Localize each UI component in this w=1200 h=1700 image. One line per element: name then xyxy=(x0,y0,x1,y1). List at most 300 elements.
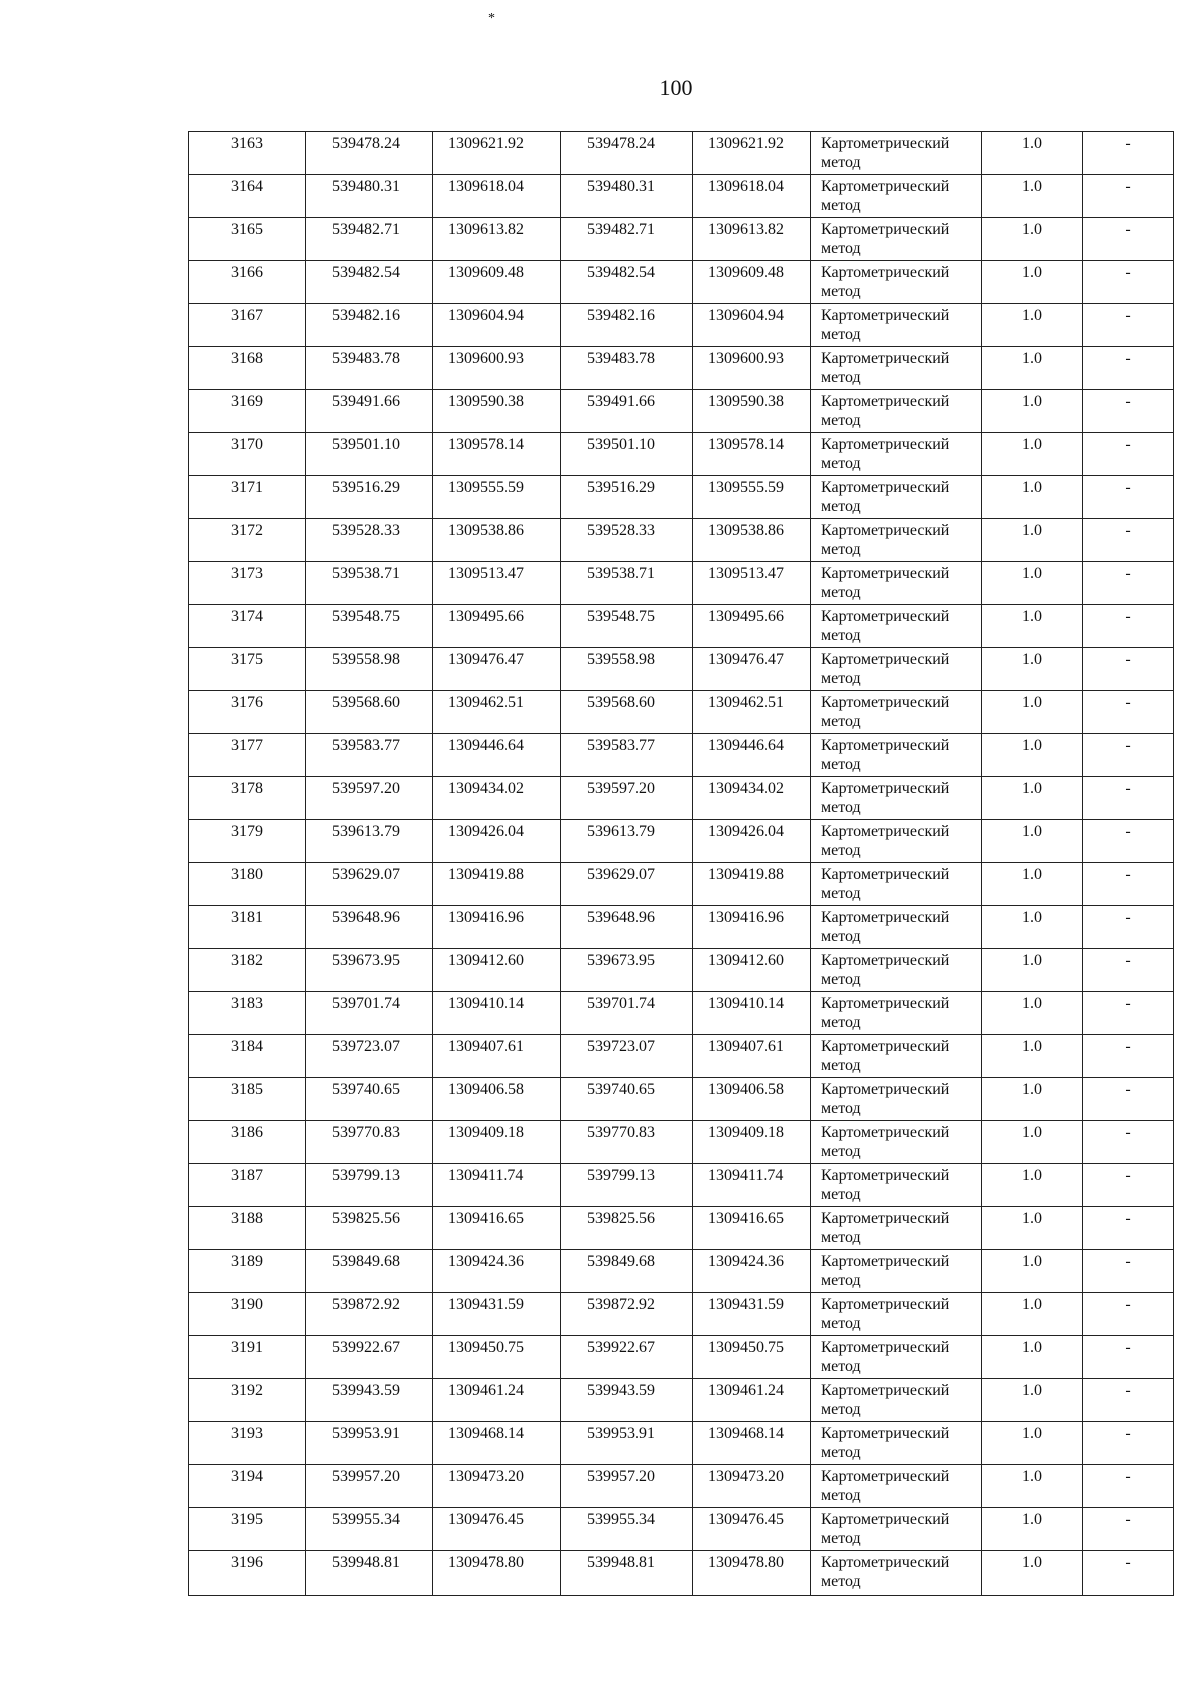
method-cell xyxy=(811,1035,982,1078)
y-new-coordinate-cell: 1309621.92 xyxy=(693,132,811,175)
accuracy-cell: 1.0 xyxy=(982,132,1083,175)
method-line-2: метод xyxy=(821,928,861,945)
method-cell xyxy=(811,949,982,992)
method-line-1: Картометрический xyxy=(821,1167,950,1184)
y-coordinate-cell: 1309462.51 xyxy=(433,691,561,734)
x-coordinate-cell: 539478.24 xyxy=(306,132,433,175)
x-new-coordinate-cell: 539922.67 xyxy=(561,1336,693,1379)
y-coordinate-cell: 1309600.93 xyxy=(433,347,561,390)
point-number-cell: 3189 xyxy=(189,1250,306,1293)
method-line-1: Картометрический xyxy=(821,350,950,367)
x-coordinate-cell: 539583.77 xyxy=(306,734,433,777)
y-new-coordinate-cell: 1309416.65 xyxy=(693,1207,811,1250)
accuracy-cell: 1.0 xyxy=(982,1207,1083,1250)
accuracy-cell: 1.0 xyxy=(982,820,1083,863)
y-new-coordinate-cell: 1309473.20 xyxy=(693,1465,811,1508)
table-row xyxy=(189,433,1174,476)
method-cell xyxy=(811,304,982,347)
x-coordinate-cell: 539568.60 xyxy=(306,691,433,734)
point-number-cell: 3187 xyxy=(189,1164,306,1207)
method-line-1: Картометрический xyxy=(821,1468,950,1485)
table-row xyxy=(189,1465,1174,1508)
accuracy-cell: 1.0 xyxy=(982,304,1083,347)
y-coordinate-cell: 1309476.47 xyxy=(433,648,561,691)
note-cell: - xyxy=(1083,562,1174,605)
note-cell: - xyxy=(1083,1422,1174,1465)
x-new-coordinate-cell: 539480.31 xyxy=(561,175,693,218)
method-line-2: метод xyxy=(821,1057,861,1074)
accuracy-cell: 1.0 xyxy=(982,1336,1083,1379)
point-number-cell: 3184 xyxy=(189,1035,306,1078)
accuracy-cell: 1.0 xyxy=(982,648,1083,691)
method-line-2: метод xyxy=(821,1272,861,1289)
method-cell xyxy=(811,390,982,433)
method-line-2: метод xyxy=(821,670,861,687)
y-coordinate-cell: 1309461.24 xyxy=(433,1379,561,1422)
method-line-1: Картометрический xyxy=(821,995,950,1012)
table-row xyxy=(189,261,1174,304)
method-line-1: Картометрический xyxy=(821,1081,950,1098)
point-number-cell: 3196 xyxy=(189,1551,306,1596)
method-line-2: метод xyxy=(821,1573,861,1590)
x-coordinate-cell: 539501.10 xyxy=(306,433,433,476)
x-new-coordinate-cell: 539501.10 xyxy=(561,433,693,476)
y-new-coordinate-cell: 1309462.51 xyxy=(693,691,811,734)
method-cell xyxy=(811,863,982,906)
method-line-1: Картометрический xyxy=(821,608,950,625)
method-line-1: Картометрический xyxy=(821,952,950,969)
y-coordinate-cell: 1309578.14 xyxy=(433,433,561,476)
y-coordinate-cell: 1309476.45 xyxy=(433,1508,561,1551)
x-new-coordinate-cell: 539799.13 xyxy=(561,1164,693,1207)
x-coordinate-cell: 539849.68 xyxy=(306,1250,433,1293)
accuracy-cell: 1.0 xyxy=(982,992,1083,1035)
x-coordinate-cell: 539482.71 xyxy=(306,218,433,261)
y-coordinate-cell: 1309590.38 xyxy=(433,390,561,433)
point-number-cell: 3172 xyxy=(189,519,306,562)
table-row xyxy=(189,1293,1174,1336)
x-coordinate-cell: 539948.81 xyxy=(306,1551,433,1596)
note-cell: - xyxy=(1083,1379,1174,1422)
y-new-coordinate-cell: 1309578.14 xyxy=(693,433,811,476)
y-coordinate-cell: 1309473.20 xyxy=(433,1465,561,1508)
table-row xyxy=(189,1164,1174,1207)
method-cell xyxy=(811,1465,982,1508)
y-coordinate-cell: 1309431.59 xyxy=(433,1293,561,1336)
y-coordinate-cell: 1309409.18 xyxy=(433,1121,561,1164)
method-cell xyxy=(811,1379,982,1422)
table-row xyxy=(189,347,1174,390)
method-line-1: Картометрический xyxy=(821,1339,950,1356)
y-coordinate-cell: 1309604.94 xyxy=(433,304,561,347)
x-new-coordinate-cell: 539516.29 xyxy=(561,476,693,519)
table-row xyxy=(189,949,1174,992)
method-line-2: метод xyxy=(821,1014,861,1031)
point-number-cell: 3171 xyxy=(189,476,306,519)
note-cell: - xyxy=(1083,304,1174,347)
note-cell: - xyxy=(1083,1250,1174,1293)
accuracy-cell: 1.0 xyxy=(982,1078,1083,1121)
method-line-2: метод xyxy=(821,1229,861,1246)
table-row xyxy=(189,562,1174,605)
x-new-coordinate-cell: 539629.07 xyxy=(561,863,693,906)
x-new-coordinate-cell: 539483.78 xyxy=(561,347,693,390)
note-cell: - xyxy=(1083,734,1174,777)
method-line-2: метод xyxy=(821,713,861,730)
point-number-cell: 3180 xyxy=(189,863,306,906)
y-new-coordinate-cell: 1309604.94 xyxy=(693,304,811,347)
accuracy-cell: 1.0 xyxy=(982,261,1083,304)
method-cell xyxy=(811,691,982,734)
y-new-coordinate-cell: 1309590.38 xyxy=(693,390,811,433)
method-cell xyxy=(811,734,982,777)
table-row xyxy=(189,605,1174,648)
method-cell xyxy=(811,1508,982,1551)
method-line-1: Картометрический xyxy=(821,393,950,410)
accuracy-cell: 1.0 xyxy=(982,734,1083,777)
x-coordinate-cell: 539673.95 xyxy=(306,949,433,992)
point-number-cell: 3179 xyxy=(189,820,306,863)
method-line-1: Картометрический xyxy=(821,823,950,840)
method-line-2: метод xyxy=(821,756,861,773)
method-cell xyxy=(811,1164,982,1207)
y-new-coordinate-cell: 1309476.45 xyxy=(693,1508,811,1551)
x-new-coordinate-cell: 539849.68 xyxy=(561,1250,693,1293)
table-row xyxy=(189,734,1174,777)
note-cell: - xyxy=(1083,476,1174,519)
x-coordinate-cell: 539482.16 xyxy=(306,304,433,347)
x-new-coordinate-cell: 539597.20 xyxy=(561,777,693,820)
method-line-1: Картометрический xyxy=(821,694,950,711)
point-number-cell: 3178 xyxy=(189,777,306,820)
accuracy-cell: 1.0 xyxy=(982,949,1083,992)
point-number-cell: 3177 xyxy=(189,734,306,777)
point-number-cell: 3164 xyxy=(189,175,306,218)
page-number: 100 xyxy=(659,75,693,100)
method-line-2: метод xyxy=(821,1315,861,1332)
x-new-coordinate-cell: 539673.95 xyxy=(561,949,693,992)
accuracy-cell: 1.0 xyxy=(982,1250,1083,1293)
table-row xyxy=(189,476,1174,519)
y-new-coordinate-cell: 1309538.86 xyxy=(693,519,811,562)
method-cell xyxy=(811,777,982,820)
method-cell xyxy=(811,605,982,648)
table-row xyxy=(189,1250,1174,1293)
accuracy-cell: 1.0 xyxy=(982,562,1083,605)
y-coordinate-cell: 1309446.64 xyxy=(433,734,561,777)
note-cell: - xyxy=(1083,261,1174,304)
x-new-coordinate-cell: 539482.16 xyxy=(561,304,693,347)
point-number-cell: 3163 xyxy=(189,132,306,175)
table-row xyxy=(189,906,1174,949)
table-row xyxy=(189,390,1174,433)
method-cell xyxy=(811,347,982,390)
note-cell: - xyxy=(1083,1078,1174,1121)
y-new-coordinate-cell: 1309410.14 xyxy=(693,992,811,1035)
accuracy-cell: 1.0 xyxy=(982,519,1083,562)
note-cell: - xyxy=(1083,390,1174,433)
y-new-coordinate-cell: 1309478.80 xyxy=(693,1551,811,1596)
x-coordinate-cell: 539799.13 xyxy=(306,1164,433,1207)
x-coordinate-cell: 539872.92 xyxy=(306,1293,433,1336)
table-row xyxy=(189,820,1174,863)
accuracy-cell: 1.0 xyxy=(982,1422,1083,1465)
method-line-2: метод xyxy=(821,240,861,257)
table-row xyxy=(189,218,1174,261)
y-coordinate-cell: 1309416.65 xyxy=(433,1207,561,1250)
table-row xyxy=(189,1078,1174,1121)
method-line-2: метод xyxy=(821,1487,861,1504)
x-coordinate-cell: 539770.83 xyxy=(306,1121,433,1164)
method-line-2: метод xyxy=(821,197,861,214)
y-coordinate-cell: 1309410.14 xyxy=(433,992,561,1035)
note-cell: - xyxy=(1083,820,1174,863)
method-cell xyxy=(811,1336,982,1379)
point-number-cell: 3173 xyxy=(189,562,306,605)
x-new-coordinate-cell: 539478.24 xyxy=(561,132,693,175)
x-coordinate-cell: 539740.65 xyxy=(306,1078,433,1121)
method-line-2: метод xyxy=(821,154,861,171)
note-cell: - xyxy=(1083,863,1174,906)
method-cell xyxy=(811,1422,982,1465)
method-cell xyxy=(811,820,982,863)
method-line-1: Картометрический xyxy=(821,436,950,453)
note-cell: - xyxy=(1083,1336,1174,1379)
method-line-2: метод xyxy=(821,885,861,902)
accuracy-cell: 1.0 xyxy=(982,1379,1083,1422)
note-cell: - xyxy=(1083,1035,1174,1078)
x-new-coordinate-cell: 539528.33 xyxy=(561,519,693,562)
x-coordinate-cell: 539491.66 xyxy=(306,390,433,433)
point-number-cell: 3191 xyxy=(189,1336,306,1379)
accuracy-cell: 1.0 xyxy=(982,476,1083,519)
y-new-coordinate-cell: 1309426.04 xyxy=(693,820,811,863)
method-cell xyxy=(811,1551,982,1596)
method-line-2: метод xyxy=(821,627,861,644)
method-line-2: метод xyxy=(821,455,861,472)
x-new-coordinate-cell: 539770.83 xyxy=(561,1121,693,1164)
y-new-coordinate-cell: 1309416.96 xyxy=(693,906,811,949)
note-cell: - xyxy=(1083,347,1174,390)
note-cell: - xyxy=(1083,433,1174,476)
method-cell xyxy=(811,1293,982,1336)
table-row xyxy=(189,304,1174,347)
table-row xyxy=(189,1379,1174,1422)
accuracy-cell: 1.0 xyxy=(982,347,1083,390)
y-coordinate-cell: 1309618.04 xyxy=(433,175,561,218)
x-coordinate-cell: 539482.54 xyxy=(306,261,433,304)
y-new-coordinate-cell: 1309411.74 xyxy=(693,1164,811,1207)
point-number-cell: 3181 xyxy=(189,906,306,949)
x-new-coordinate-cell: 539943.59 xyxy=(561,1379,693,1422)
table-row xyxy=(189,648,1174,691)
accuracy-cell: 1.0 xyxy=(982,1465,1083,1508)
y-new-coordinate-cell: 1309613.82 xyxy=(693,218,811,261)
x-coordinate-cell: 539548.75 xyxy=(306,605,433,648)
method-line-1: Картометрический xyxy=(821,1038,950,1055)
table-row xyxy=(189,1551,1174,1596)
y-new-coordinate-cell: 1309406.58 xyxy=(693,1078,811,1121)
x-coordinate-cell: 539538.71 xyxy=(306,562,433,605)
method-line-2: метод xyxy=(821,412,861,429)
y-new-coordinate-cell: 1309450.75 xyxy=(693,1336,811,1379)
method-line-1: Картометрический xyxy=(821,1296,950,1313)
method-line-1: Картометрический xyxy=(821,1382,950,1399)
note-cell: - xyxy=(1083,218,1174,261)
method-cell xyxy=(811,1207,982,1250)
x-new-coordinate-cell: 539872.92 xyxy=(561,1293,693,1336)
note-cell: - xyxy=(1083,906,1174,949)
x-new-coordinate-cell: 539548.75 xyxy=(561,605,693,648)
note-cell: - xyxy=(1083,1293,1174,1336)
x-new-coordinate-cell: 539538.71 xyxy=(561,562,693,605)
method-cell xyxy=(811,648,982,691)
x-coordinate-cell: 539648.96 xyxy=(306,906,433,949)
y-coordinate-cell: 1309416.96 xyxy=(433,906,561,949)
y-new-coordinate-cell: 1309407.61 xyxy=(693,1035,811,1078)
method-line-2: метод xyxy=(821,1444,861,1461)
method-cell xyxy=(811,992,982,1035)
point-number-cell: 3176 xyxy=(189,691,306,734)
y-coordinate-cell: 1309412.60 xyxy=(433,949,561,992)
x-coordinate-cell: 539613.79 xyxy=(306,820,433,863)
note-cell: - xyxy=(1083,1207,1174,1250)
accuracy-cell: 1.0 xyxy=(982,1121,1083,1164)
point-number-cell: 3193 xyxy=(189,1422,306,1465)
method-line-1: Картометрический xyxy=(821,135,950,152)
method-cell xyxy=(811,218,982,261)
point-number-cell: 3194 xyxy=(189,1465,306,1508)
x-new-coordinate-cell: 539723.07 xyxy=(561,1035,693,1078)
table-row xyxy=(189,1121,1174,1164)
point-number-cell: 3165 xyxy=(189,218,306,261)
note-cell: - xyxy=(1083,1164,1174,1207)
x-new-coordinate-cell: 539583.77 xyxy=(561,734,693,777)
method-line-2: метод xyxy=(821,283,861,300)
method-line-1: Картометрический xyxy=(821,1210,950,1227)
table-row xyxy=(189,175,1174,218)
method-line-1: Картометрический xyxy=(821,1425,950,1442)
y-new-coordinate-cell: 1309409.18 xyxy=(693,1121,811,1164)
method-line-2: метод xyxy=(821,1530,861,1547)
method-cell xyxy=(811,1121,982,1164)
method-line-1: Картометрический xyxy=(821,780,950,797)
x-coordinate-cell: 539629.07 xyxy=(306,863,433,906)
method-cell xyxy=(811,562,982,605)
note-cell: - xyxy=(1083,1508,1174,1551)
x-coordinate-cell: 539825.56 xyxy=(306,1207,433,1250)
x-new-coordinate-cell: 539482.71 xyxy=(561,218,693,261)
accuracy-cell: 1.0 xyxy=(982,218,1083,261)
method-line-1: Картометрический xyxy=(821,307,950,324)
note-cell: - xyxy=(1083,992,1174,1035)
method-line-1: Картометрический xyxy=(821,264,950,281)
note-cell: - xyxy=(1083,691,1174,734)
y-coordinate-cell: 1309426.04 xyxy=(433,820,561,863)
note-cell: - xyxy=(1083,175,1174,218)
table-row xyxy=(189,863,1174,906)
method-cell xyxy=(811,519,982,562)
note-cell: - xyxy=(1083,777,1174,820)
method-line-2: метод xyxy=(821,1401,861,1418)
point-number-cell: 3190 xyxy=(189,1293,306,1336)
y-coordinate-cell: 1309468.14 xyxy=(433,1422,561,1465)
point-number-cell: 3174 xyxy=(189,605,306,648)
x-coordinate-cell: 539483.78 xyxy=(306,347,433,390)
note-cell: - xyxy=(1083,648,1174,691)
y-new-coordinate-cell: 1309555.59 xyxy=(693,476,811,519)
table-row xyxy=(189,132,1174,175)
y-new-coordinate-cell: 1309618.04 xyxy=(693,175,811,218)
method-line-2: метод xyxy=(821,842,861,859)
note-cell: - xyxy=(1083,1551,1174,1596)
x-new-coordinate-cell: 539740.65 xyxy=(561,1078,693,1121)
method-cell xyxy=(811,433,982,476)
x-coordinate-cell: 539955.34 xyxy=(306,1508,433,1551)
y-coordinate-cell: 1309555.59 xyxy=(433,476,561,519)
note-cell: - xyxy=(1083,132,1174,175)
y-new-coordinate-cell: 1309468.14 xyxy=(693,1422,811,1465)
method-line-1: Картометрический xyxy=(821,651,950,668)
table-row xyxy=(189,1207,1174,1250)
note-cell: - xyxy=(1083,949,1174,992)
note-cell: - xyxy=(1083,605,1174,648)
y-new-coordinate-cell: 1309412.60 xyxy=(693,949,811,992)
method-cell xyxy=(811,132,982,175)
accuracy-cell: 1.0 xyxy=(982,1508,1083,1551)
y-coordinate-cell: 1309538.86 xyxy=(433,519,561,562)
table-row xyxy=(189,777,1174,820)
y-new-coordinate-cell: 1309424.36 xyxy=(693,1250,811,1293)
x-coordinate-cell: 539723.07 xyxy=(306,1035,433,1078)
table-row xyxy=(189,691,1174,734)
coordinates-table xyxy=(188,131,1174,1596)
table-row xyxy=(189,1508,1174,1551)
method-line-1: Картометрический xyxy=(821,178,950,195)
note-cell: - xyxy=(1083,519,1174,562)
x-new-coordinate-cell: 539613.79 xyxy=(561,820,693,863)
y-new-coordinate-cell: 1309513.47 xyxy=(693,562,811,605)
method-line-1: Картометрический xyxy=(821,1511,950,1528)
method-line-2: метод xyxy=(821,1143,861,1160)
x-coordinate-cell: 539516.29 xyxy=(306,476,433,519)
y-coordinate-cell: 1309407.61 xyxy=(433,1035,561,1078)
x-new-coordinate-cell: 539558.98 xyxy=(561,648,693,691)
accuracy-cell: 1.0 xyxy=(982,1035,1083,1078)
method-line-2: метод xyxy=(821,584,861,601)
method-cell xyxy=(811,175,982,218)
method-line-2: метод xyxy=(821,971,861,988)
x-coordinate-cell: 539701.74 xyxy=(306,992,433,1035)
point-number-cell: 3192 xyxy=(189,1379,306,1422)
y-coordinate-cell: 1309609.48 xyxy=(433,261,561,304)
x-new-coordinate-cell: 539953.91 xyxy=(561,1422,693,1465)
x-coordinate-cell: 539943.59 xyxy=(306,1379,433,1422)
point-number-cell: 3167 xyxy=(189,304,306,347)
x-coordinate-cell: 539528.33 xyxy=(306,519,433,562)
accuracy-cell: 1.0 xyxy=(982,691,1083,734)
method-line-1: Картометрический xyxy=(821,565,950,582)
y-new-coordinate-cell: 1309461.24 xyxy=(693,1379,811,1422)
method-line-2: метод xyxy=(821,1100,861,1117)
y-new-coordinate-cell: 1309434.02 xyxy=(693,777,811,820)
table-row xyxy=(189,519,1174,562)
method-line-1: Картометрический xyxy=(821,1554,950,1571)
method-cell xyxy=(811,906,982,949)
point-number-cell: 3186 xyxy=(189,1121,306,1164)
note-cell: - xyxy=(1083,1121,1174,1164)
accuracy-cell: 1.0 xyxy=(982,605,1083,648)
